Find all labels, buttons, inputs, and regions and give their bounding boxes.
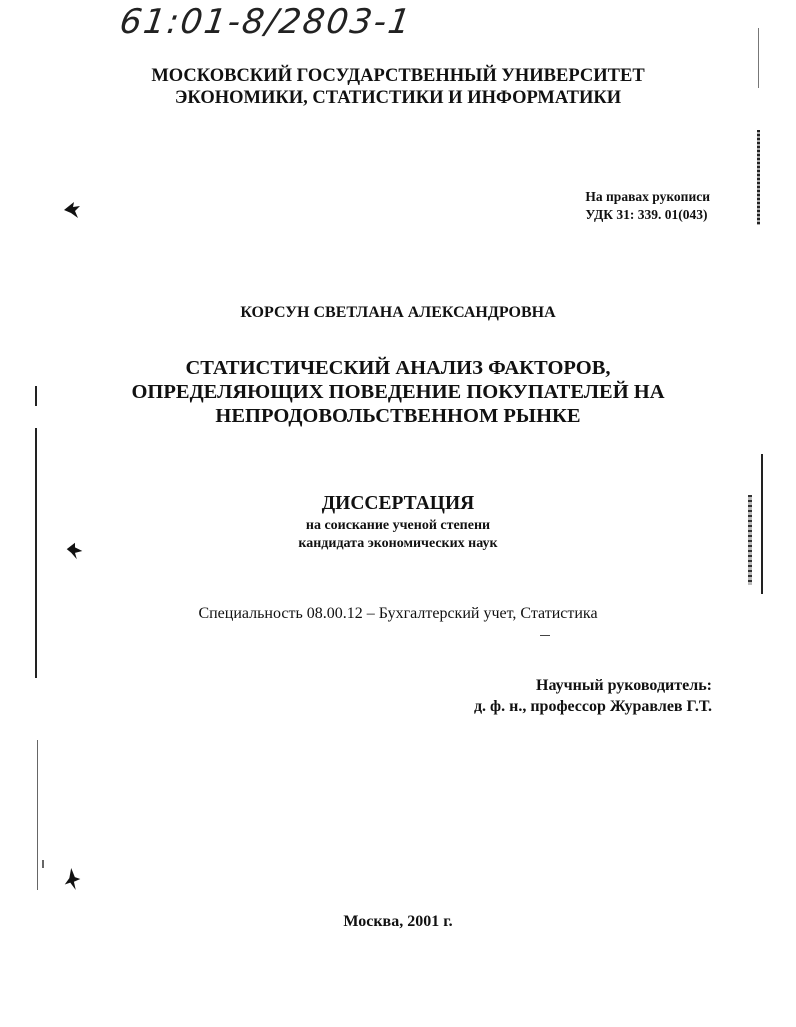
city-year: Москва, 2001 г. [343, 913, 453, 930]
scan-edge-line [757, 130, 760, 225]
scan-edge-line [35, 428, 37, 678]
thesis-title-line-2: ОПРЕДЕЛЯЮЩИХ ПОВЕДЕНИЕ ПОКУПАТЕЛЕЙ НА [131, 381, 665, 403]
document-type: ДИССЕРТАЦИЯ [321, 493, 475, 514]
manuscript-rights: На правах рукописи [585, 189, 710, 204]
thesis-title-line-1: СТАТИСТИЧЕСКИЙ АНАЛИЗ ФАКТОРОВ, [185, 357, 611, 379]
rights-block [585, 188, 710, 224]
university-name-line-1: МОСКОВСКИЙ ГОСУДАРСТВЕННЫЙ УНИВЕРСИТЕТ [151, 66, 645, 86]
specialty: Специальность 08.00.12 – Бухгалтерский учет, Статистика [198, 605, 598, 622]
scan-edge-line [758, 28, 759, 88]
degree-line-2: кандидата экономических наук [298, 536, 498, 551]
punch-mark-icon [62, 866, 84, 892]
degree-line-1: на соискание ученой степени [305, 518, 491, 533]
author-name: КОРСУН СВЕТЛАНА АЛЕКСАНДРОВНА [240, 304, 556, 321]
punch-mark-icon [60, 198, 84, 222]
scan-edge-line [37, 740, 38, 890]
archive-number: 61:01-8/2803-1 [117, 2, 415, 42]
scan-edge-line [35, 386, 37, 406]
thesis-title-line-3: НЕПРОДОВОЛЬСТВЕННОМ РЫНКЕ [215, 405, 581, 427]
university-name-line-2: ЭКОНОМИКИ, СТАТИСТИКИ И ИНФОРМАТИКИ [174, 88, 622, 108]
punch-mark-icon [64, 540, 86, 562]
scan-speck [42, 860, 44, 868]
udk-code: УДК 31: 339. 01(043) [585, 207, 708, 222]
supervisor-block [474, 675, 712, 717]
scan-edge-line [761, 454, 763, 594]
supervisor-label: Научный руководитель: [536, 677, 712, 694]
scan-edge-line [748, 495, 752, 585]
scan-speck [540, 635, 550, 636]
supervisor-name: д. ф. н., профессор Журавлев Г.Т. [473, 698, 712, 715]
